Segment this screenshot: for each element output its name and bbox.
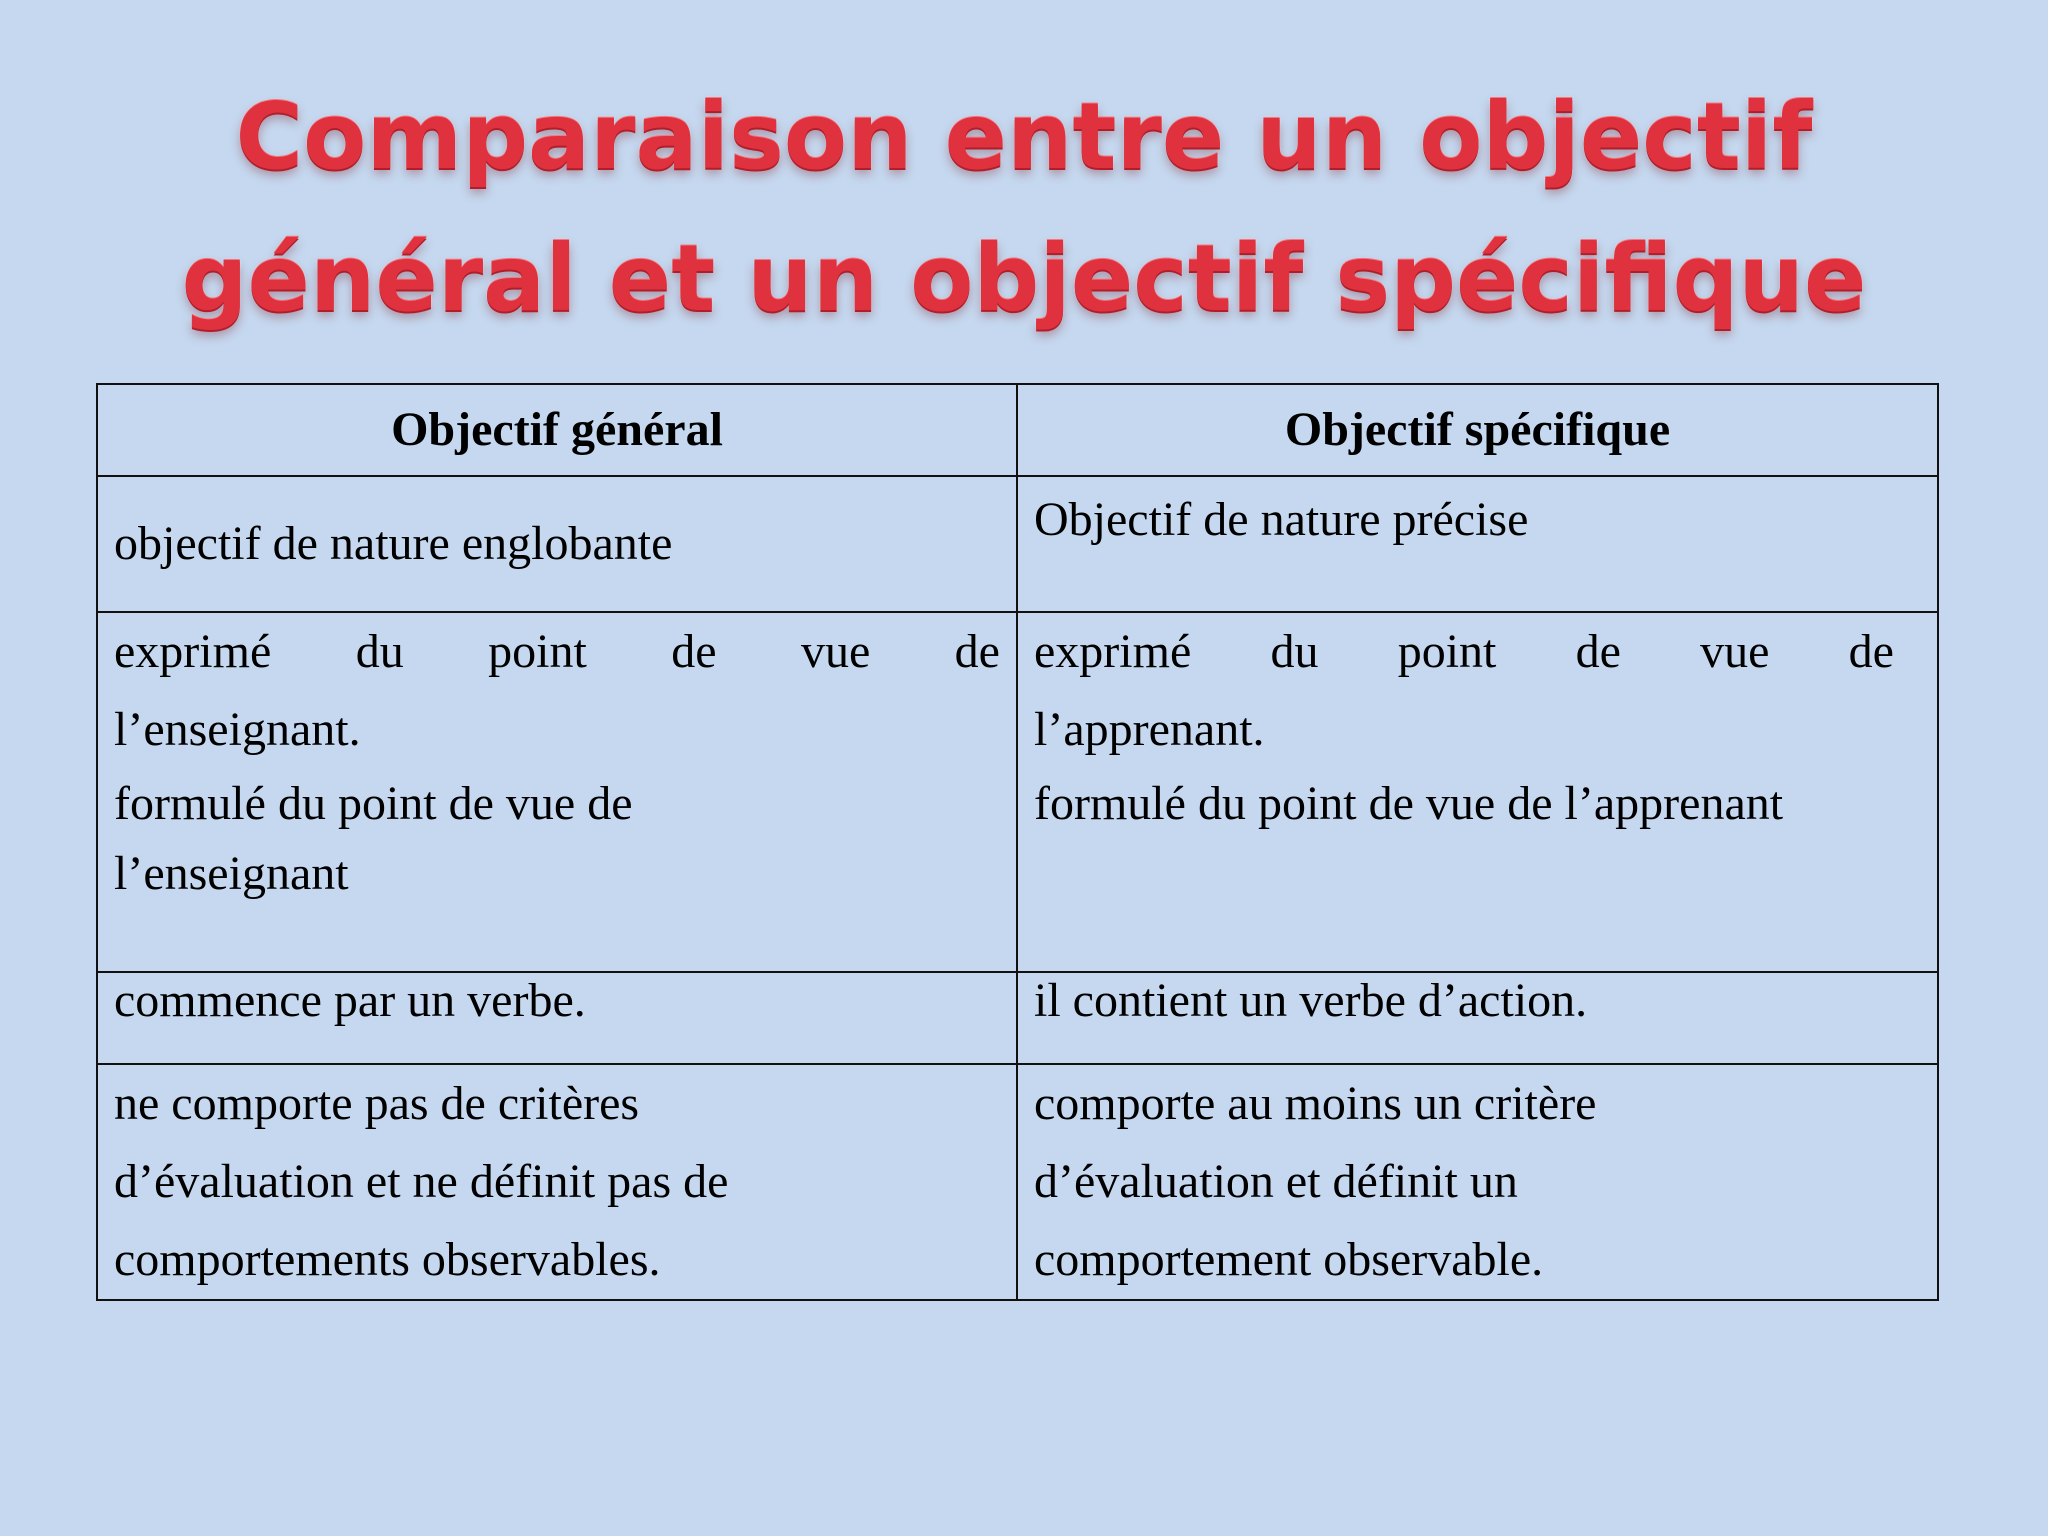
justified-line bbox=[1034, 613, 1894, 691]
word: de bbox=[1848, 625, 1894, 678]
word: du bbox=[355, 625, 404, 678]
justified-line bbox=[114, 613, 1000, 691]
cell-text-line: l’enseignant bbox=[114, 847, 349, 900]
cell-text-line: d’évaluation et ne définit pas de bbox=[114, 1155, 729, 1208]
table-row bbox=[97, 476, 1938, 612]
cell-general-point-de-vue bbox=[97, 612, 1017, 972]
cell-specifique-verbe: il contient un verbe d’action. bbox=[1017, 972, 1938, 1064]
slide-title-line-2: général et un objectif spécifique bbox=[181, 225, 1867, 332]
cell-general-nature: objectif de nature englobante bbox=[97, 476, 1017, 612]
table-row bbox=[97, 972, 1938, 1064]
cell-general-criteres bbox=[97, 1064, 1017, 1300]
cell-text-line: comportements observables. bbox=[114, 1233, 661, 1286]
table-row bbox=[97, 612, 1938, 972]
cell-general-verbe: commence par un verbe. bbox=[97, 972, 1017, 1064]
word: exprimé bbox=[1034, 625, 1192, 678]
cell-text-line: formulé du point de vue de l’apprenant bbox=[1034, 777, 1784, 830]
cell-text-line: formulé du point de vue de bbox=[114, 777, 633, 830]
cell-text-line: l’apprenant. bbox=[1034, 703, 1265, 756]
word: de bbox=[954, 625, 1000, 678]
word: vue bbox=[800, 625, 871, 678]
table-row bbox=[97, 1064, 1938, 1300]
cell-specifique-point-de-vue bbox=[1017, 612, 1938, 972]
word: point bbox=[488, 625, 587, 678]
word: de bbox=[1575, 625, 1621, 678]
table-header-row bbox=[97, 384, 1938, 476]
slide-title bbox=[0, 66, 2048, 350]
header-objectif-general: Objectif général bbox=[97, 384, 1017, 476]
word: exprimé bbox=[114, 625, 272, 678]
word: point bbox=[1397, 625, 1497, 678]
cell-text-line: ne comporte pas de critères bbox=[114, 1077, 640, 1130]
slide-title-line-1: Comparaison entre un objectif bbox=[235, 83, 1813, 190]
word: du bbox=[1270, 625, 1319, 678]
cell-specifique-criteres bbox=[1017, 1064, 1938, 1300]
cell-text-line: comportement observable. bbox=[1034, 1233, 1544, 1286]
cell-text-line: d’évaluation et définit un bbox=[1034, 1155, 1518, 1208]
header-objectif-specifique: Objectif spécifique bbox=[1017, 384, 1938, 476]
cell-specifique-nature: Objectif de nature précise bbox=[1017, 476, 1938, 612]
comparison-table bbox=[96, 383, 1939, 1301]
cell-text-line: comporte au moins un critère bbox=[1034, 1077, 1597, 1130]
word: de bbox=[671, 625, 717, 678]
cell-text-line: l’enseignant. bbox=[114, 703, 361, 756]
word: vue bbox=[1700, 625, 1770, 678]
